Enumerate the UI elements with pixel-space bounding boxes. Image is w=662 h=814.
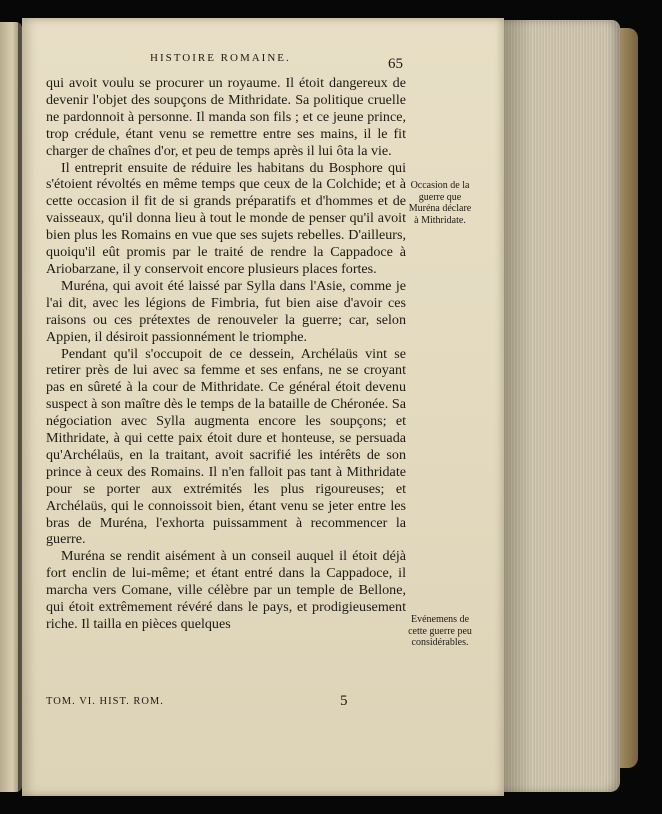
page-block-shadow <box>502 20 532 792</box>
main-text <box>46 75 406 633</box>
paragraph: Muréna, qui avoit été laissé par Sylla dans l'Asie, comme je l'ai dit, avec les légions de Fimbria, fut bien aise d'avoir ces raisons ou ces prétextes de renouveler la guerre; car, selon Appien, il désiroit passionnément le triomphe. <box>46 277 406 345</box>
paragraph: qui avoit voulu se procurer un royaume. Il étoit dangereux de devenir l'objet des soupçons de Mithridate. Sa politique cruelle ne pardonnoit à personne. Il manda son fils ; et ce jeune prince, trop crédule, étant venu se remettre entre ses mains, il le fit charger de chaînes d'or, et peu de temps après il lui ôta la vie. <box>46 75 406 159</box>
footer-signature: TOM. VI. HIST. ROM. <box>46 696 164 707</box>
marginal-note: Occasion de la guerre que Muréna déclare à Mithridate. <box>408 180 472 226</box>
marginal-note: Evénemens de cette guerre peu considérables. <box>408 614 472 648</box>
signature-mark: 5 <box>340 693 348 709</box>
paragraph: Pendant qu'il s'occupoit de ce dessein, Archélaüs vint se retirer près de lui avec sa femme et ses enfans, ne se croyant pas en sûreté à la cour de Mithridate. Ce général étoit devenu suspect à son maître dès le temps de la bataille de Chéronée. Sa négociation avec Sylla augmenta encore les soupçons; et Mithridate, à qui cette paix étoit dure et honteuse, se persuada qu'Archélaüs, en la traitant, avoit sacrifié les intérêts de son prince à ceux des Romains. Il n'en falloit pas tant à Mithridate pour se porter aux extrémités les plus rigoureuses; et Archélaüs, qui le connoissoit bien, étant venu se jeter entre les bras de Muréna, l'exhorta puissamment à recommencer la guerre. <box>46 345 406 548</box>
paragraph: Muréna se rendit aisément à un conseil auquel il étoit déjà fort enclin de lui-même; et étant entré dans la Cappadoce, il marcha vers Comane, ville célèbre par un temple de Bellone, qui étoit extrêmement révéré dans le pays, et prodigieusement riche. Il tailla en pièces quelques <box>46 548 406 632</box>
paragraph: Il entreprit ensuite de réduire les habitans du Bosphore qui s'étoient révoltés en même temps que ceux de la Colchide; et à cette occasion il fit de si grands préparatifs et d'hommes et de vaisseaux, qu'il donna lieu à tout le monde de penser qu'il avoit bien plus les Romains en vue que ses sujets rebelles. D'ailleurs, quoiqu'il eût promis par le traité de rendre la Cappadoce à Ariobarzane, il y conservoit encore plusieurs places fortes. <box>46 159 406 277</box>
running-head: HISTOIRE ROMAINE. <box>150 52 291 64</box>
page-number: 65 <box>388 56 403 72</box>
